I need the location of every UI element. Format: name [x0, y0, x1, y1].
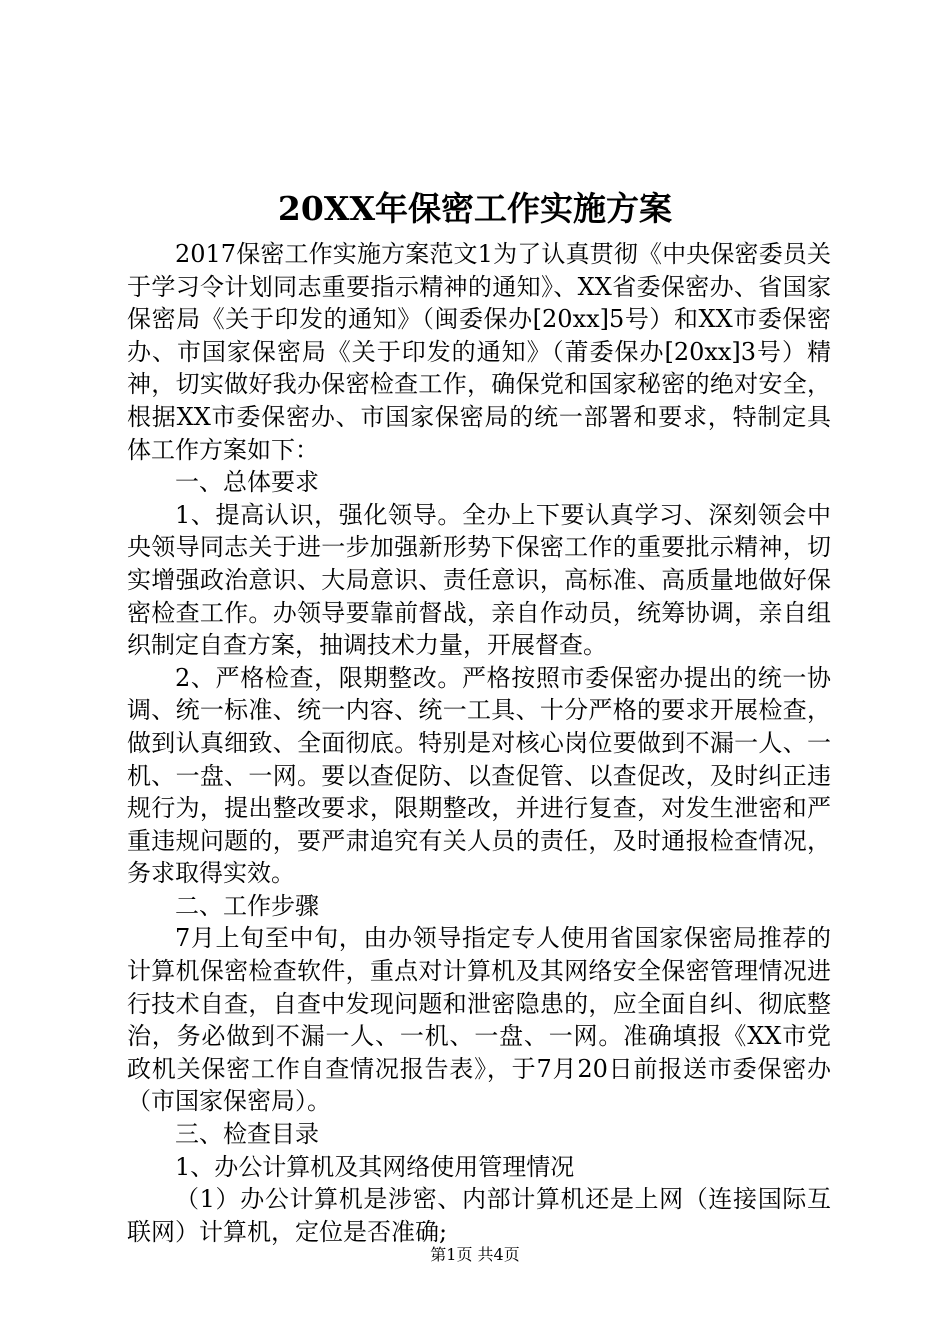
section-heading-inspection-catalog: 三、检查目录 [175, 1120, 319, 1149]
paragraph-strict-inspection: 2、严格检查，限期整改。严格按照市委保密办提出的统一协调、统一标准、统一内容、统一工具、十分严格的要求开展检查，做到认真细致、全面彻底。特别是对核心岗位要做到不漏一人、一机、一盘、一网。要以查促防、以查促管、以查促改，及时纠正违规行为，提出整改要求，限期整改，并进行复查，对发生泄密和严重违规问题的，要严肃追究有关人员的责任，及时通报检查情况，务求取得实效。 [127, 663, 831, 888]
paragraph-catalog-item-1: 1、办公计算机及其网络使用管理情况 [175, 1152, 575, 1181]
paragraph-work-steps: 7月上旬至中旬，由办领导指定专人使用省国家保密局推荐的计算机保密检查软件，重点对计算机及其网络安全保密管理情况进行技术自查，自查中发现问题和泄密隐患的，应全面自纠、彻底整治，务必做到不漏一人、一机、一盘、一网。准确填报《XX市党政机关保密工作自查情况报告表》，于7月20日前报送市委保密办（市国家保密局）。 [127, 924, 831, 1116]
document-title: 20XX年保密工作实施方案 [277, 189, 673, 228]
paragraph-catalog-subitem-1: （1）办公计算机是涉密、内部计算机还是上网（连接国际互联网）计算机，定位是否准确; [127, 1185, 831, 1246]
page-footer: 第1页 共4页 [430, 1245, 520, 1264]
section-heading-general-requirements: 一、总体要求 [175, 468, 319, 497]
document-body [127, 238, 831, 1248]
paragraph-raise-awareness: 1、提高认识，强化领导。全办上下要认真学习、深刻领会中央领导同志关于进一步加强新形势下保密工作的重要批示精神，切实增强政治意识、大局意识、责任意识，高标准、高质量地做好保密检查工作。办领导要靠前督战，亲自作动员，统筹协调，亲自组织制定自查方案，抽调技术力量，开展督查。 [127, 500, 831, 660]
section-heading-work-steps: 二、工作步骤 [175, 891, 319, 920]
paragraph-intro: 2017保密工作实施方案范文1为了认真贯彻《中央保密委员关于学习令计划同志重要指示精神的通知》、XX省委保密办、省国家保密局《关于印发的通知》（闽委保办[20xx]5号）和XX市委保密办、市国家保密局《关于印发的通知》（莆委保办[20xx]3号）精神，切实做好我办保密检查工作，确保党和国家秘密的绝对安全，根据XX市委保密办、市国家保密局的统一部署和要求，特制定具体工作方案如下： [127, 240, 831, 464]
